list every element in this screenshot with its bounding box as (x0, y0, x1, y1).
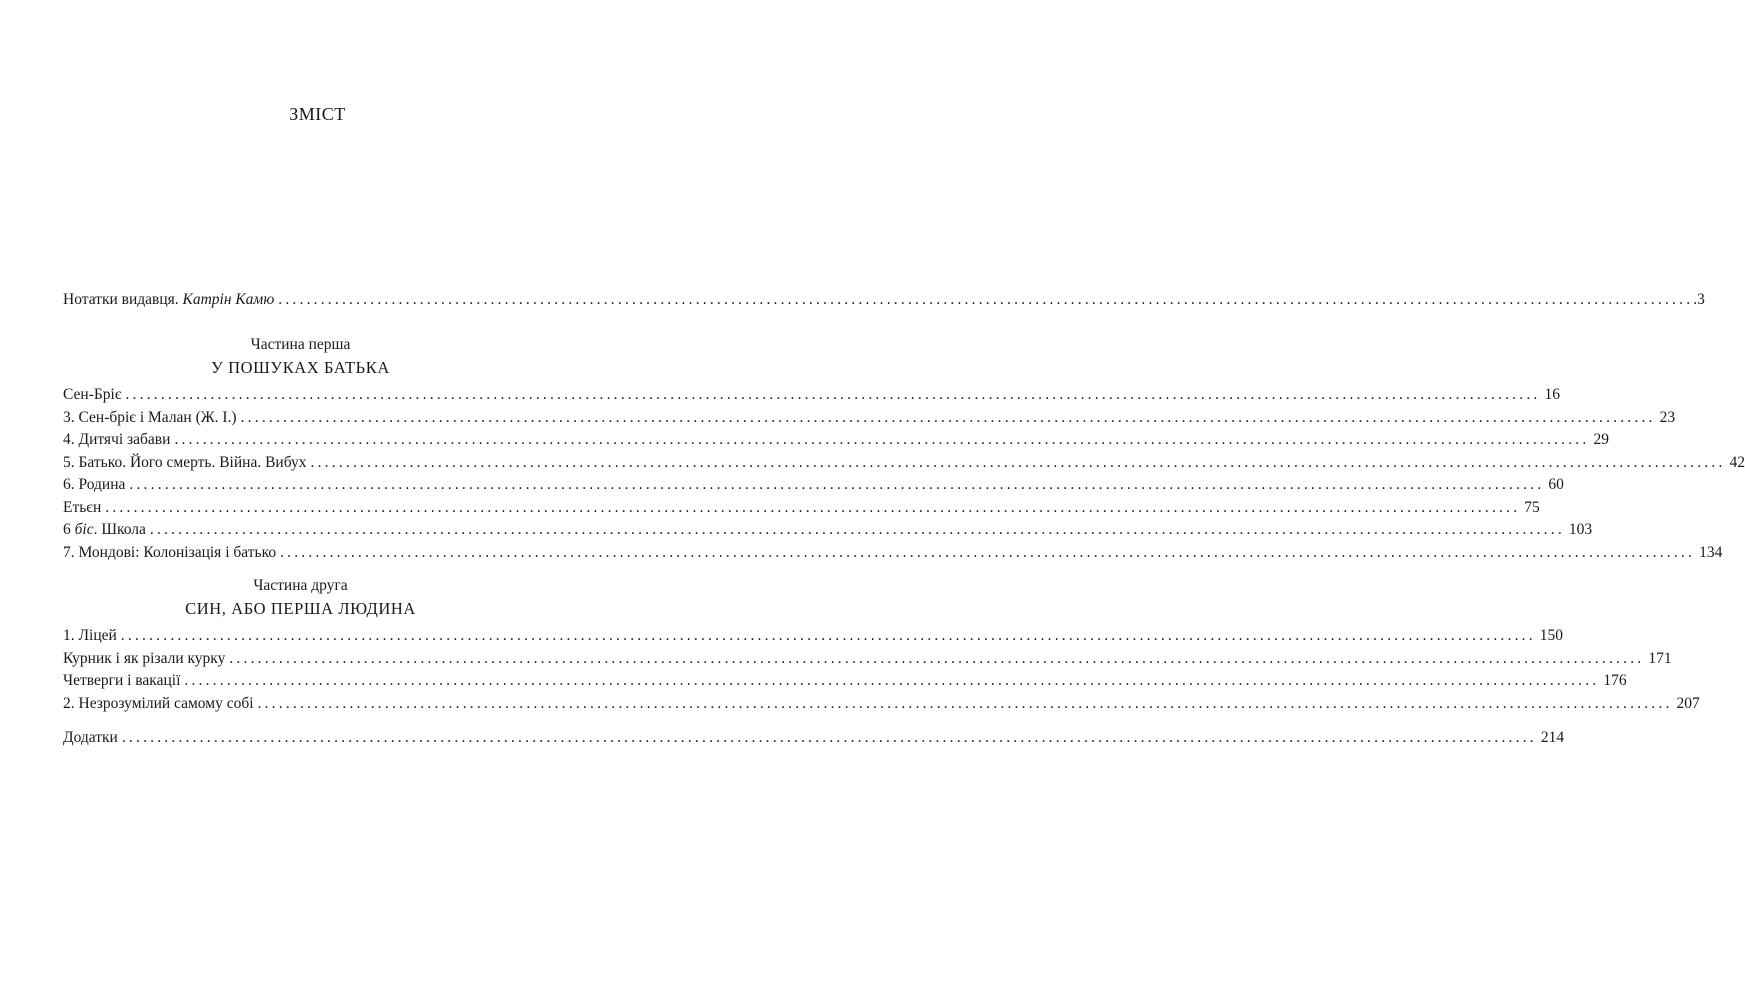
toc-entry[interactable] (63, 727, 1565, 750)
toc-entry-label: Нотатки видавця. Катрін Камю (63, 291, 275, 308)
leader-dots: ........................................................................................................................................................................................................ (174, 431, 1590, 448)
toc-entry[interactable] (63, 670, 1627, 693)
leader-dots: ........................................................................................................................................................................................................ (240, 408, 1656, 426)
toc-page-number: 75 (1524, 498, 1540, 516)
toc-entry-label: 1. Ліцей (63, 627, 117, 644)
toc-entry[interactable] (63, 474, 1564, 497)
toc-page-number: 23 (1659, 408, 1676, 426)
leader-dots: ........................................................................................................................................................................................................ (105, 498, 1521, 516)
toc-page-number: .3 (1693, 291, 1705, 308)
toc-entry-label: Сен-Бріє (63, 386, 122, 403)
leader-dots: ........................................................................................................................................................................................................ (184, 672, 1600, 689)
part-label: Частина перша (250, 336, 351, 353)
toc-entry[interactable] (63, 289, 1705, 312)
toc-appendix (63, 727, 1565, 750)
toc-entry-label: 5. Батько. Його смерть. Війна. Вибух (63, 453, 307, 471)
leader-dots: ........................................................................................................................................................................................................ (257, 694, 1673, 712)
toc-entry[interactable] (63, 625, 1564, 648)
leader-dots: ........................................................................................................................................................................................................ (149, 521, 1565, 538)
toc-page-number: 60 (1548, 476, 1564, 493)
leader-dots: ........................................................................................................................................................................................................ (280, 543, 1696, 561)
toc-entry[interactable] (63, 519, 1593, 542)
toc-entry[interactable] (63, 452, 1745, 475)
leader-dots: ........................................................................................................................................................................................................ (278, 291, 1694, 308)
part-title: У ПОШУКАХ БАТЬКА (211, 358, 390, 377)
leader-dots: ........................................................................................................................................................................................................ (121, 729, 1537, 746)
toc-entry-label: 4. Дитячі забави (63, 431, 171, 448)
toc-page-number: 214 (1540, 729, 1565, 746)
toc-part-two (63, 575, 1700, 715)
toc-entry[interactable] (63, 542, 1723, 565)
toc-entry-label: 2. Незрозумілий самому собі (63, 694, 254, 712)
toc-page-number: 171 (1648, 649, 1672, 667)
leader-dots: ........................................................................................................................................................................................................ (120, 627, 1536, 644)
toc-page-number: 176 (1603, 672, 1627, 689)
page-title: ЗМІСТ (289, 104, 346, 124)
toc-entry-label: Етьєн (63, 498, 102, 516)
author-name: Катрін Камю (182, 291, 275, 308)
toc-page-number: 16 (1544, 386, 1560, 403)
toc-page-number: 207 (1676, 694, 1700, 712)
leader-dots: ........................................................................................................................................................................................................ (229, 649, 1645, 667)
toc-entry-label: 6 біс. Школа (63, 521, 146, 538)
toc-entry[interactable] (63, 648, 1672, 671)
toc-entry-label: Четверги і вакації (63, 672, 181, 689)
leader-dots: ........................................................................................................................................................................................................ (310, 453, 1726, 471)
toc-entry-label: 7. Мондові: Колонізація і батько (63, 543, 277, 561)
toc-part-one (63, 334, 1745, 564)
leader-dots: ........................................................................................................................................................................................................ (129, 476, 1545, 493)
toc-entry-label: 6. Родина (63, 476, 126, 493)
toc-entry-label: Курник і як різали курку (63, 649, 226, 667)
toc-entry[interactable] (63, 693, 1700, 716)
toc-page-number: 150 (1539, 627, 1564, 644)
leader-dots: ........................................................................................................................................................................................................ (125, 386, 1541, 403)
toc-entry[interactable] (63, 429, 1609, 452)
toc-page-number: 134 (1699, 543, 1723, 561)
part-label: Частина друга (253, 577, 348, 594)
toc-entry[interactable] (63, 497, 1540, 520)
toc-page-number: 29 (1593, 431, 1609, 448)
toc-intro (63, 289, 1705, 312)
toc-entry-label: 3. Сен-бріє і Малан (Ж. І.) (63, 408, 237, 426)
toc-entry-label: Додатки (63, 729, 118, 746)
toc-entry[interactable] (63, 407, 1676, 430)
toc-entry[interactable] (63, 384, 1560, 407)
toc-page-number: 103 (1568, 521, 1593, 538)
part-title: СИН, АБО ПЕРША ЛЮДИНА (185, 599, 416, 618)
toc-page-number: 42 (1729, 453, 1745, 471)
